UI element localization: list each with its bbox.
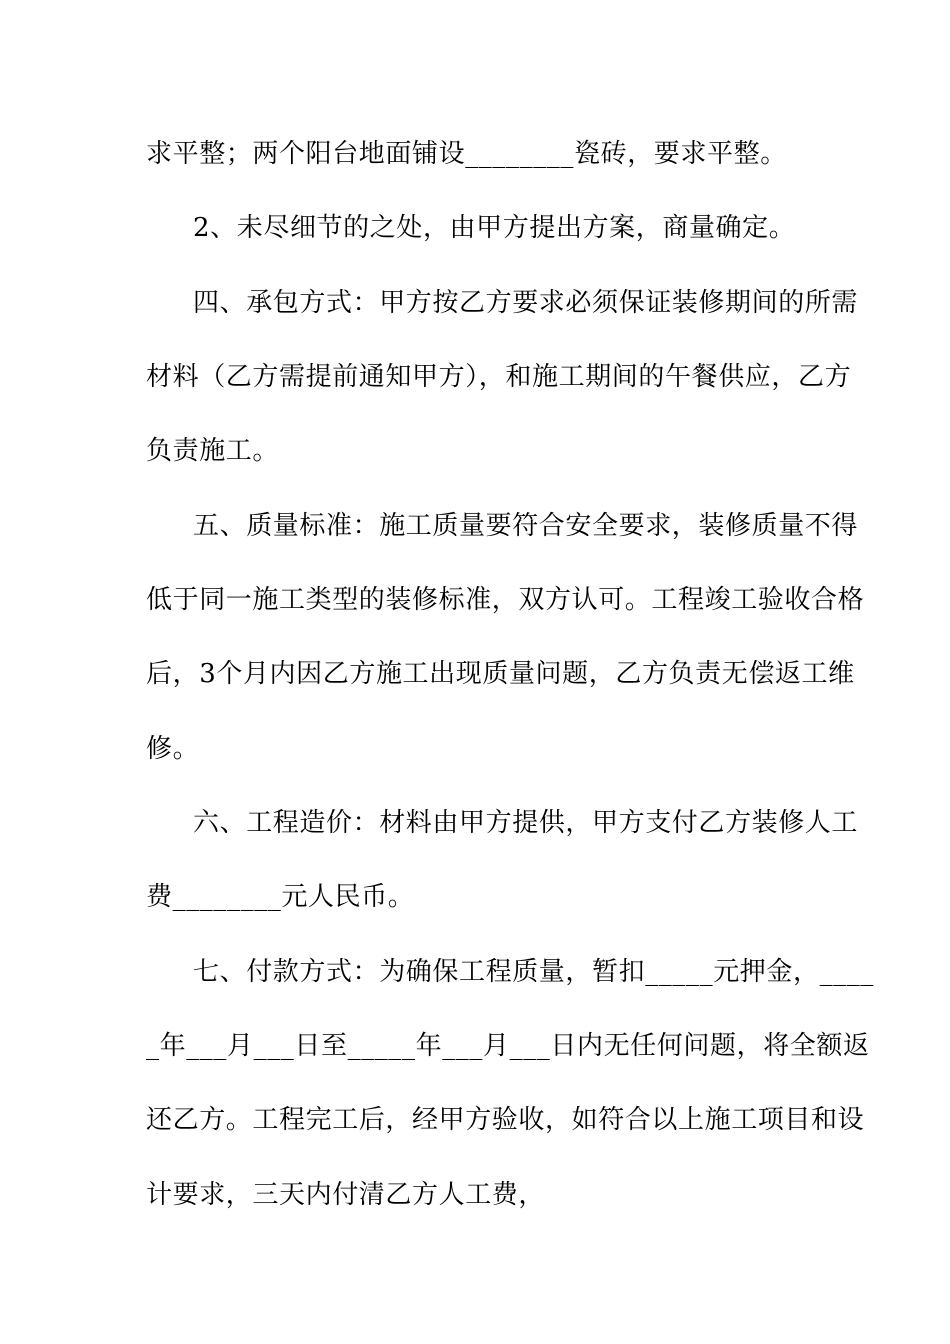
text-line-section-5-cont-3: 修。 [146, 734, 200, 764]
text-line-section-7-cont-2: 还乙方。工程完工后，经甲方验收，如符合以上施工项目和设 [146, 1105, 865, 1135]
text-line-section-7-cont-3: 计要求，三天内付清乙方人工费， [146, 1180, 546, 1210]
text-line-section-7-cont-1: _年___月___日至_____年___月___日内无任何问题，将全额返 [146, 1031, 870, 1061]
text-line-section-6-cont-1: 费________元人民币。 [146, 882, 415, 912]
text-line-section-4-cont-1: 材料（乙方需提前通知甲方），和施工期间的午餐供应，乙方 [146, 362, 852, 392]
text-line-section-6-cost: 六、工程造价：材料由甲方提供，甲方支付乙方装修人工 [193, 808, 859, 838]
text-line-section-4-contract-mode: 四、承包方式：甲方按乙方要求必须保证装修期间的所需 [193, 288, 859, 318]
text-line-clause-2: 2、未尽细节的之处，由甲方提出方案，商量确定。 [193, 213, 796, 243]
text-line-section-4-cont-2: 负责施工。 [146, 436, 280, 466]
text-line-tile-requirements: 求平整；两个阳台地面铺设________瓷砖，要求平整。 [146, 139, 787, 169]
text-line-section-7-payment: 七、付款方式：为确保工程质量，暂扣_____元押金，____ [193, 957, 875, 987]
text-line-section-5-cont-2: 后，3个月内因乙方施工出现质量问题，乙方负责无偿返工维 [146, 659, 855, 689]
text-line-section-5-quality: 五、质量标准：施工质量要符合安全要求，装修质量不得 [193, 511, 859, 541]
text-line-section-5-cont-1: 低于同一施工类型的装修标准，双方认可。工程竣工验收合格 [146, 585, 865, 615]
